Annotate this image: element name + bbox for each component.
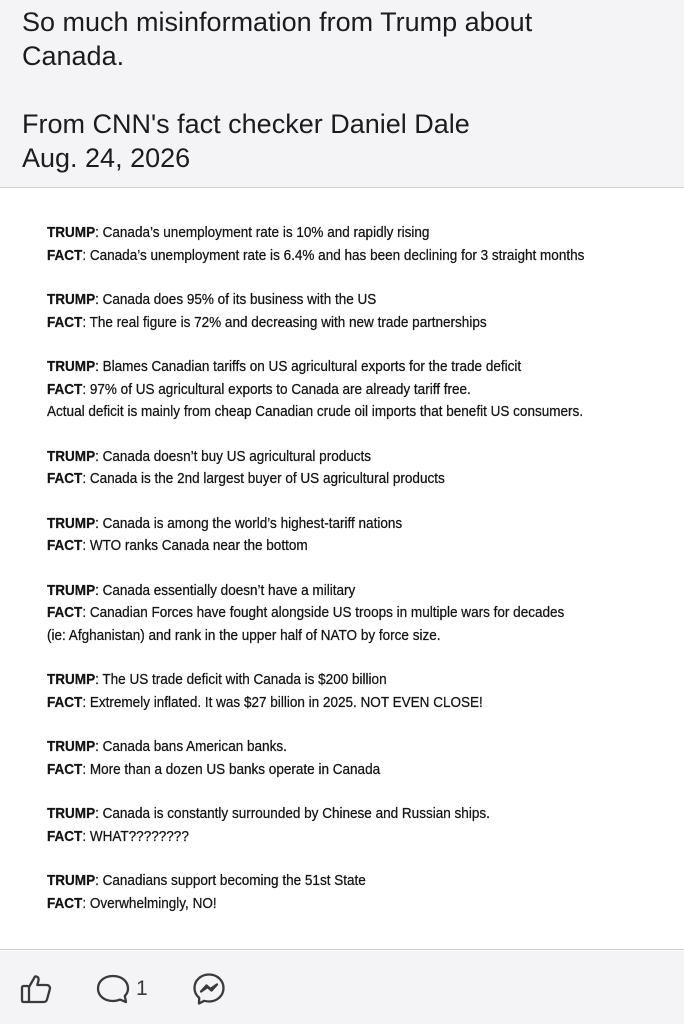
fact-line — [47, 245, 639, 268]
caption-line-2: Canada. — [22, 41, 125, 71]
post-caption — [0, 0, 684, 188]
comment-button[interactable] — [94, 969, 148, 1009]
line-text: : Blames Canadian tariffs on US agricultural exports for the trade deficit — [95, 359, 522, 375]
line-text: : Canada essentially doesn’t have a military — [95, 582, 356, 599]
fact-check-item — [47, 870, 677, 915]
post-action-bar — [0, 951, 684, 1024]
trump-label: TRUMP — [47, 292, 96, 308]
fact-check-item — [47, 446, 677, 491]
line-text: : The real figure is 72% and decreasing with new trade partnerships — [82, 314, 487, 331]
fact-line — [47, 692, 639, 715]
like-button[interactable] — [18, 969, 54, 1009]
claim-line — [47, 222, 639, 245]
fact-label: FACT — [47, 605, 83, 621]
fact-check-item — [47, 669, 677, 714]
fact-label: FACT — [47, 471, 83, 487]
line-text: : Canada is constantly surrounded by Chinese and Russian ships. — [95, 806, 490, 822]
trump-label: TRUMP — [47, 672, 96, 688]
fact-check-item — [47, 580, 677, 648]
fact-label: FACT — [47, 538, 83, 554]
fact-label: FACT — [47, 381, 83, 398]
shared-image-card[interactable] — [0, 189, 684, 950]
fact-check-list — [47, 222, 677, 937]
line-text: (ie: Afghanistan) and rank in the upper half of NATO by force size. — [47, 627, 441, 644]
line-text: : Overwhelmingly, NO! — [82, 895, 217, 912]
fact-line — [47, 379, 639, 402]
line-text: : Canada’s unemployment rate is 6.4% and has been declining for 3 straight months — [82, 247, 585, 264]
claim-line — [47, 736, 639, 759]
line-text: : WHAT???????? — [82, 828, 189, 845]
comment-bubble-icon — [94, 971, 132, 1007]
caption-spacer — [22, 73, 662, 107]
fact-check-item — [47, 513, 677, 558]
fact-label: FACT — [47, 314, 83, 331]
trump-label: TRUMP — [47, 582, 96, 599]
fact-line — [47, 893, 639, 916]
line-text: Actual deficit is mainly from cheap Canadian crude oil imports that benefit US consumers. — [47, 404, 584, 420]
fact-label: FACT — [47, 247, 83, 264]
line-text: : Canada bans American banks. — [95, 739, 287, 755]
claim-line — [47, 513, 639, 536]
fact-label: FACT — [47, 694, 83, 711]
trump-label: TRUMP — [47, 873, 96, 889]
fact-label: FACT — [47, 828, 83, 845]
fact-line — [47, 312, 639, 335]
claim-line — [47, 870, 639, 893]
claim-line — [47, 446, 639, 469]
trump-label: TRUMP — [47, 448, 96, 465]
line-text: : Canada is among the world’s highest-tariff nations — [95, 515, 403, 532]
claim-line — [47, 289, 639, 312]
line-text: : Canadian Forces have fought alongside US troops in multiple wars for decades — [82, 605, 565, 621]
line-text: : Canada’s unemployment rate is 10% and rapidly rising — [95, 225, 430, 241]
line-text: : Canada doesn’t buy US agricultural products — [95, 448, 372, 465]
claim-line — [47, 580, 639, 603]
messenger-share-button[interactable] — [190, 969, 228, 1009]
line-text: : Canada is the 2nd largest buyer of US agricultural products — [82, 471, 445, 487]
line-text: : The US trade deficit with Canada is $200 billion — [95, 672, 387, 688]
fact-continuation-line — [47, 401, 639, 424]
trump-label: TRUMP — [47, 739, 96, 755]
line-text: : More than a dozen US banks operate in Canada — [82, 761, 381, 778]
fact-check-item — [47, 289, 677, 334]
trump-label: TRUMP — [47, 515, 96, 532]
fact-line — [47, 602, 639, 625]
fact-line — [47, 468, 639, 491]
claim-line — [47, 803, 639, 826]
caption-date: Aug. 24, 2026 — [22, 143, 191, 173]
line-text: : WTO ranks Canada near the bottom — [82, 538, 308, 554]
fact-label: FACT — [47, 761, 83, 778]
fact-label: FACT — [47, 895, 83, 912]
fact-line — [47, 535, 639, 558]
caption-line-1: So much misinformation from Trump about — [22, 7, 533, 37]
fact-check-item — [47, 803, 677, 848]
line-text: : Extremely inflated. It was $27 billion in 2025. NOT EVEN CLOSE! — [82, 694, 483, 711]
fact-check-item — [47, 222, 677, 267]
claim-line — [47, 356, 639, 379]
fact-check-item — [47, 736, 677, 781]
caption-line-3: From CNN's fact checker Daniel Dale — [22, 109, 470, 139]
trump-label: TRUMP — [47, 359, 96, 375]
messenger-icon — [190, 970, 228, 1008]
line-text: : 97% of US agricultural exports to Canada are already tariff free. — [82, 381, 471, 398]
comment-count: 1 — [136, 977, 148, 1000]
fact-line — [47, 759, 639, 782]
fact-line — [47, 826, 639, 849]
claim-line — [47, 669, 639, 692]
line-text: : Canada does 95% of its business with the US — [95, 292, 377, 308]
line-text: : Canadians support becoming the 51st State — [95, 873, 366, 889]
fact-check-item — [47, 356, 677, 424]
thumbs-up-icon — [18, 971, 54, 1007]
trump-label: TRUMP — [47, 225, 96, 241]
fact-continuation-line — [47, 625, 639, 648]
trump-label: TRUMP — [47, 806, 96, 822]
